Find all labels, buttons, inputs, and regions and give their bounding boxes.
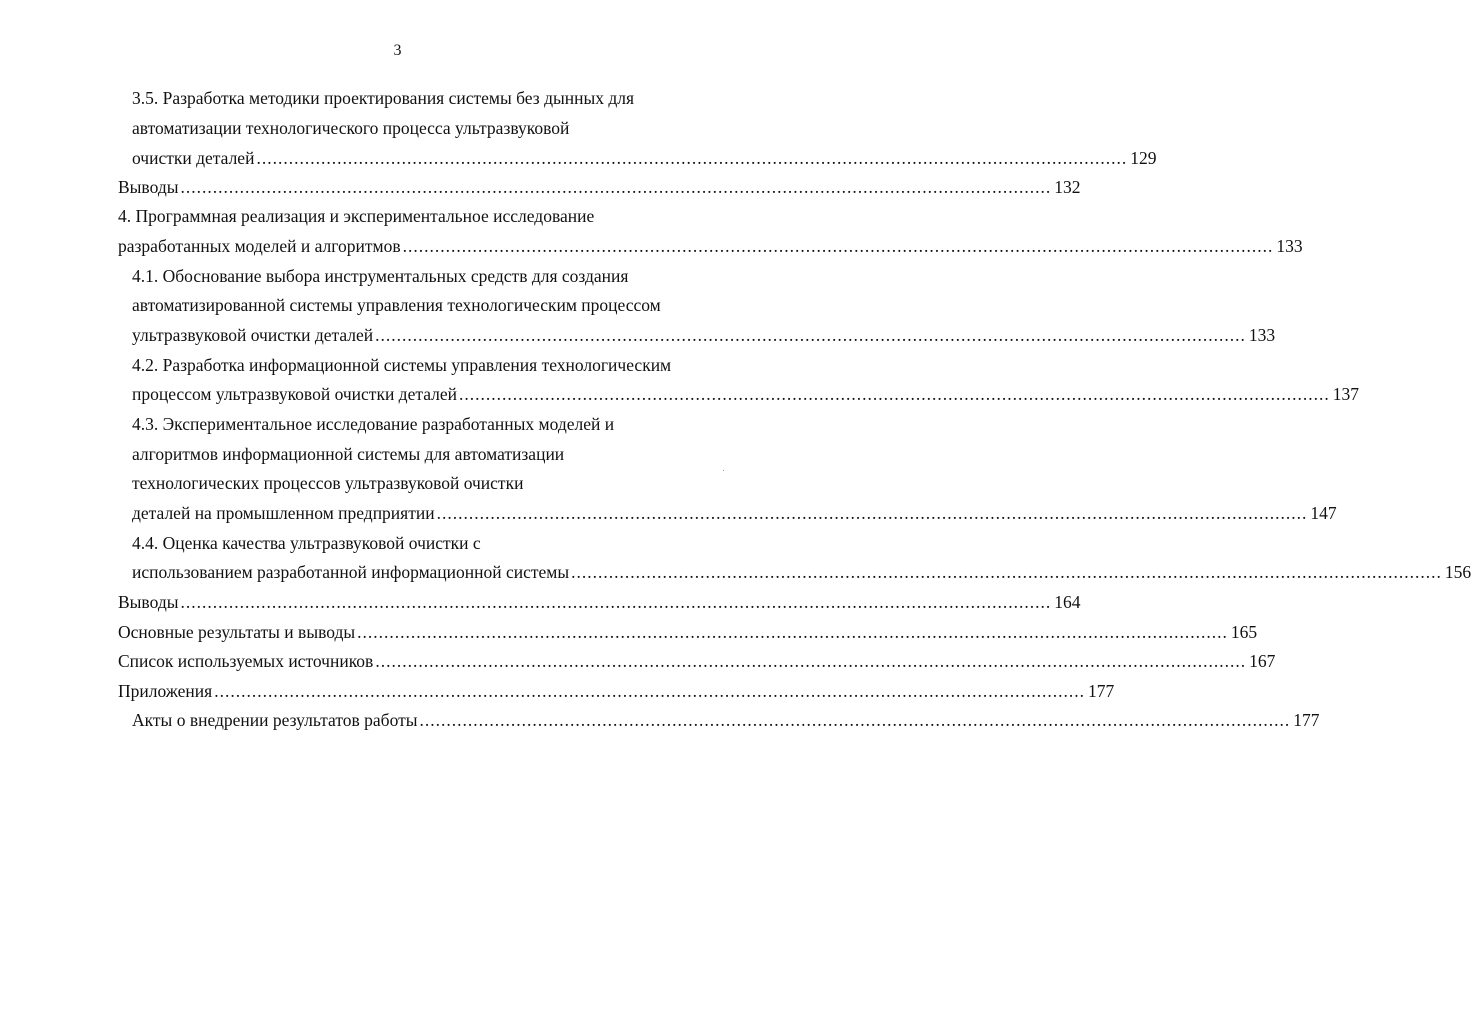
toc-entry-4-3-line-4: деталей на промышленном предприятии (132, 503, 435, 523)
toc-entry-title: Выводы (118, 177, 179, 197)
toc-entry-title: Основные результаты и выводы (118, 622, 356, 642)
toc-page-number: 177 (1293, 710, 1320, 730)
toc-entry-4-line-2: разработанных моделей и алгоритмов (118, 236, 401, 256)
toc-entry-4-1-line-1: 4.1. Обоснование выбора инструментальных средств для создания (132, 266, 629, 286)
toc-page-number: 156 (1444, 562, 1471, 582)
toc-page-number: 177 (1087, 681, 1115, 701)
toc-entry-title: Список используемых источников (118, 651, 374, 671)
toc-entry-4-3-line-3: технологических процессов ультразвуковой очистки (132, 473, 524, 493)
dot-leader: .................................................................................................................................................................. (256, 148, 1128, 168)
dot-leader: .................................................................................................................................................................. (375, 325, 1246, 345)
toc-entry-main-results (118, 620, 1258, 644)
dot-leader: .................................................................................................................................................................. (214, 681, 1085, 701)
toc-entry-3-5-line-1: 3.5. Разработка методики проектирования системы без дынных для (132, 88, 635, 108)
toc-page-number: 132 (1054, 177, 1081, 197)
toc-entry-4-2-line-1: 4.2. Разработка информационной системы управления технологическим (132, 355, 672, 375)
toc-entry-3-5-line-3: очистки деталей (132, 148, 255, 168)
toc-entry-conclusions-4 (118, 590, 1081, 614)
toc-entry-4-4-line-2: использованием разработанной информационной системы (132, 562, 570, 582)
toc-entry-4-3-line-2: алгоритмов информационной системы для автоматизации (132, 444, 565, 464)
toc-entry-4-4-line-1: 4.4. Оценка качества ультразвуковой очистки с (132, 533, 481, 553)
toc-page-number: 129 (1130, 148, 1157, 168)
toc-entry-acts (132, 708, 1320, 732)
toc-entry-3-5-line-2: автоматизации технологического процесса ультразвуковой (132, 118, 570, 138)
dot-leader: .................................................................................................................................................................. (419, 710, 1291, 730)
toc-entry-3-5 (132, 146, 1157, 170)
toc-page-number: 167 (1249, 651, 1276, 671)
toc-entry-title: Акты о внедрении результатов работы (132, 710, 418, 730)
toc-entry-title: Выводы (118, 592, 179, 612)
toc-entry-4-3 (132, 501, 1337, 525)
toc-entry-4-1-line-2: автоматизированной системы управления технологическим процессом (132, 295, 661, 315)
toc-entry-4-1 (132, 323, 1276, 347)
page-number: 3 (393, 42, 402, 59)
toc-entry-4-4 (132, 560, 1471, 584)
dot-leader: .................................................................................................................................................................. (402, 236, 1274, 256)
dot-leader: .................................................................................................................................................................. (180, 592, 1052, 612)
toc-page-number: 164 (1054, 592, 1081, 612)
toc-page-number: 133 (1276, 236, 1303, 256)
dot-leader: .................................................................................................................................................................. (459, 384, 1330, 404)
dot-leader: .................................................................................................................................................................. (436, 503, 1308, 523)
toc-page-number: 165 (1230, 622, 1258, 642)
toc-entry-references (118, 649, 1276, 673)
toc-page-number: 133 (1248, 325, 1276, 345)
toc-page-number: 147 (1310, 503, 1337, 523)
toc-entry-conclusions-3 (118, 175, 1081, 199)
toc-entry-4 (118, 234, 1303, 258)
toc-entry-4-2 (132, 382, 1360, 406)
toc-entry-4-line-1: 4. Программная реализация и экспериментальное исследование (118, 206, 595, 226)
toc-entry-title: Приложения (118, 681, 213, 701)
toc-entry-4-3-line-1: 4.3. Экспериментальное исследование разработанных моделей и (132, 414, 615, 434)
dot-leader: .................................................................................................................................................................. (571, 562, 1442, 582)
toc-entry-appendices (118, 679, 1115, 703)
toc-entry-4-1-line-3: ультразвуковой очистки деталей (132, 325, 374, 345)
dot-leader: .................................................................................................................................................................. (357, 622, 1228, 642)
dot-leader: .................................................................................................................................................................. (180, 177, 1052, 197)
dot-leader: .................................................................................................................................................................. (375, 651, 1247, 671)
toc-entry-4-2-line-2: процессом ультразвуковой очистки деталей (132, 384, 458, 404)
toc-page-number: 137 (1332, 384, 1360, 404)
scan-speck (723, 470, 724, 471)
